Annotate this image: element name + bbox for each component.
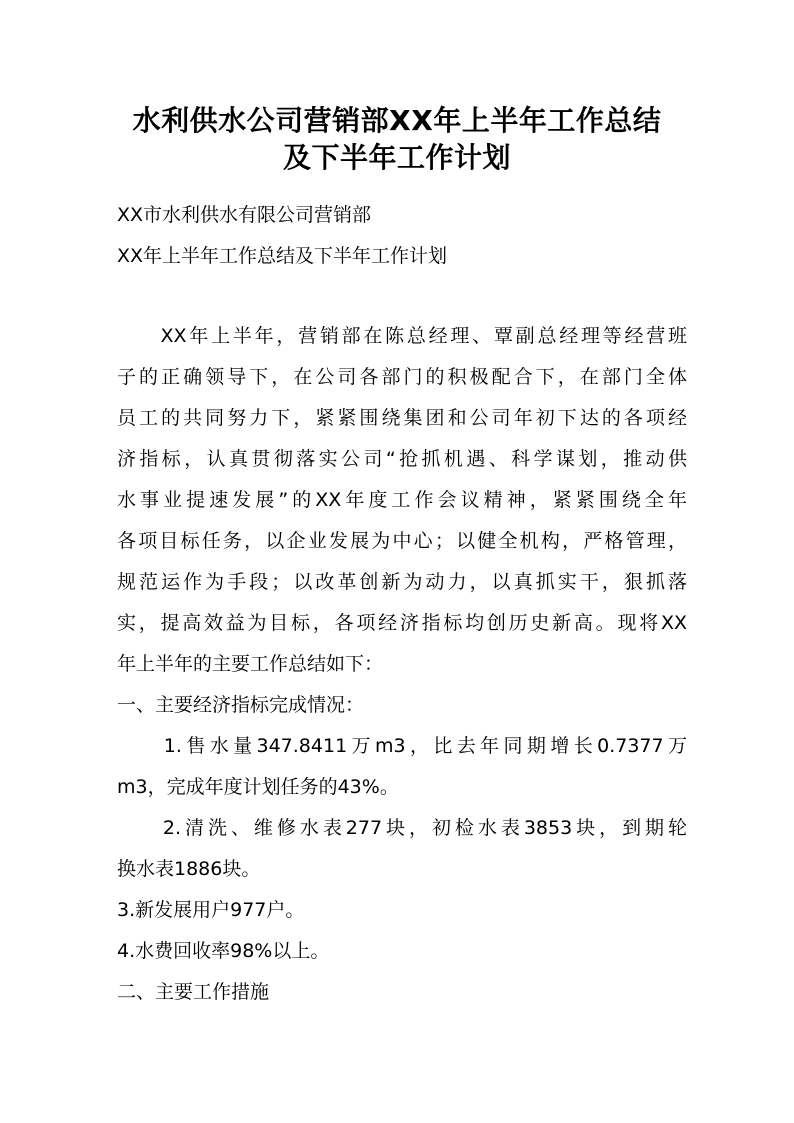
intro-line: 各项目标任务，以企业发展为中心；以健全机构，严格管理， (117, 530, 687, 552)
doc-title-line-1: 水利供水公司营销部XX年上半年工作总结 (132, 104, 662, 137)
item-3: 3.新发展用户977户。 (117, 899, 305, 921)
intro-line: 员工的共同努力下，紧紧围绕集团和公司年初下达的各项经 (117, 407, 687, 429)
intro-line: XX年上半年，营销部在陈总经理、覃副总经理等经营班 (117, 325, 687, 347)
org-name: XX市水利供水有限公司营销部 (117, 204, 372, 226)
intro-line: 水事业提速发展”的XX年度工作会议精神，紧紧围绕全年 (117, 489, 687, 511)
item-2-line: 2.清洗、维修水表277块，初检水表3853块，到期轮 (117, 817, 687, 839)
item-2-line: 换水表1886块。 (117, 858, 261, 880)
item-4: 4.水费回收率98%以上。 (117, 940, 330, 962)
intro-line: 济指标，认真贯彻落实公司“抢抓机遇、科学谋划，推动供 (117, 448, 687, 470)
intro-line: 子的正确领导下，在公司各部门的积极配合下，在部门全体 (117, 366, 687, 388)
item-1-line: m3，完成年度计划任务的43%。 (117, 776, 399, 798)
intro-line: 实，提高效益为目标，各项经济指标均创历史新高。现将XX (117, 612, 687, 634)
item-1-line: 1.售水量347.8411万m3，比去年同期增长0.7377万 (117, 735, 687, 757)
section-heading-2: 二、主要工作措施 (117, 981, 270, 1003)
section-heading-1: 一、主要经济指标完成情况： (117, 694, 365, 716)
intro-line: 年上半年的主要工作总结如下： (117, 653, 384, 675)
doc-subtitle: XX年上半年工作总结及下半年工作计划 (117, 245, 448, 267)
doc-title-line-2: 及下半年工作计划 (282, 141, 511, 174)
intro-line: 规范运作为手段；以改革创新为动力，以真抓实干，狠抓落 (117, 571, 687, 593)
